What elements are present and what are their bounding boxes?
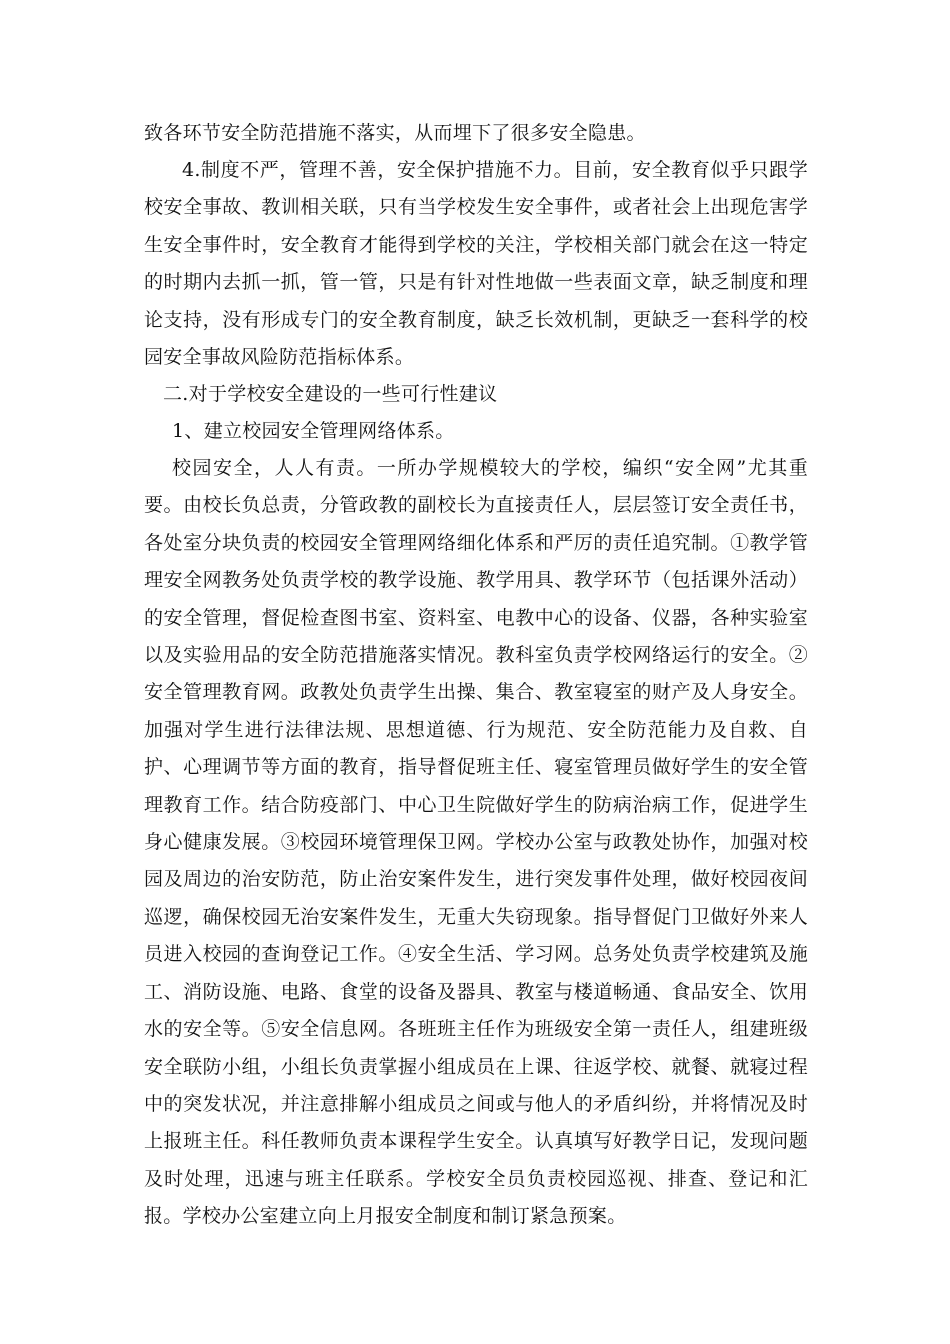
paragraph-safety-network: 校园安全，人人有责。一所办学规模较大的学校，编织“安全网”尤其重要。由校长负总责，分管政教的副校长为直接责任人，层层签订安全责任书，各处室分块负责的校园安全管理网络细化体系和严厉的责任追究制。①教学管理安全网教务处负责学校的教学设施、教学用具、教学环节（包括课外活动）的安全管理，督促检查图书室、资料室、电教中心的设备、仪器，各种实验室以及实验用品的安全防范措施落实情况。教科室负责学校网络运行的安全。②安全管理教育网。政教处负责学生出操、集合、教室寝室的财产及人身安全。加强对学生进行法律法规、思想道德、行为规范、安全防范能力及自救、自护、心理调节等方面的教育，指导督促班主任、寝室管理员做好学生的安全管理教育工作。结合防疫部门、中心卫生院做好学生的防病治病工作，促进学生身心健康发展。③校园环境管理保卫网。学校办公室与政教处协作，加强对校园及周边的治安防范，防止治安案件发生，进行突发事件处理，做好校园夜间巡逻，确保校园无治安案件发生，无重大失窃现象。指导督促门卫做好外来人员进入校园的查询登记工作。④安全生活、学习网。总务处负责学校建筑及施工、消防设施、电路、食堂的设备及器具、教室与楼道畅通、食品安全、饮用水的安全等。⑤安全信息网。各班班主任作为班级安全第一责任人，组建班级安全联防小组，小组长负责掌握小组成员在上课、往返学校、就餐、就寝过程中的突发状况，并注意排解小组成员之间或与他人的矛盾纠纷，并将情况及时上报班主任。科任教师负责本课程学生安全。认真填写好教学日记，发现问题及时处理，迅速与班主任联系。学校安全员负责校园巡视、排查、登记和汇报。学校办公室建立向上月报安全制度和制订紧急预案。 (144, 457, 808, 1228)
paragraph-continuation: 致各环节安全防范措施不落实，从而埋下了很多安全隐患。 (144, 122, 646, 144)
section-heading-2: 二.对于学校安全建设的一些可行性建议 (163, 383, 498, 405)
paragraph-item-4: 4.制度不严，管理不善，安全保护措施不力。目前，安全教育似乎只跟学校安全事故、教训相关联，只有当学校发生安全事件，或者社会上出现危害学生安全事件时，安全教育才能得到学校的关注，学校相关部门就会在这一特定的时期内去抓一抓，管一管，只是有针对性地做一些表面文章，缺乏制度和理论支持，没有形成专门的安全教育制度，缺乏长效机制，更缺乏一套科学的校园安全事故风险防范指标体系。 (144, 159, 808, 369)
subsection-heading-1: 1、建立校园安全管理网络体系。 (172, 420, 455, 442)
